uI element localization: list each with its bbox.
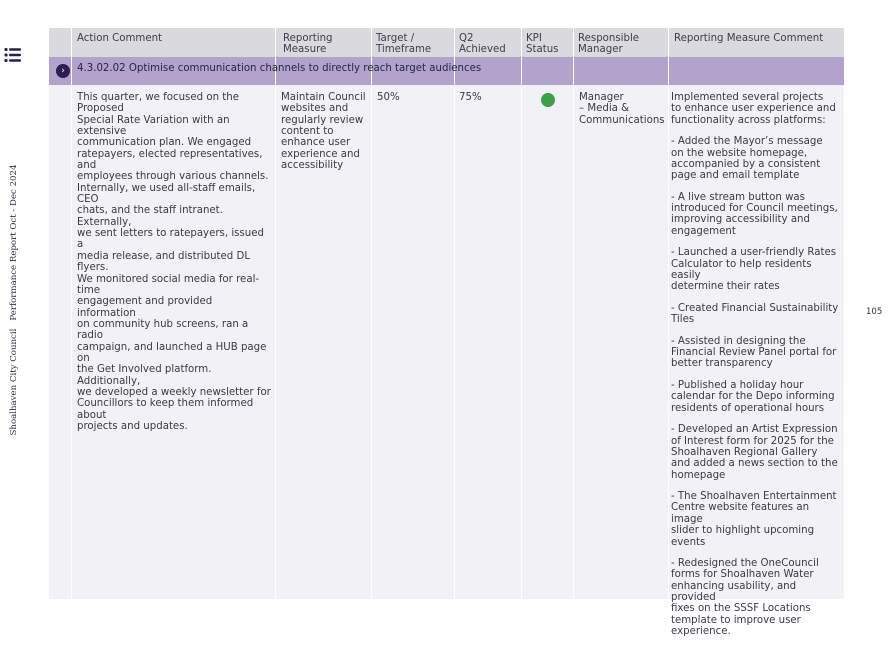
action-comment-cell [77, 92, 273, 432]
document-side-title [9, 165, 19, 436]
measure-comment-line: introduced for Council meetings, [671, 203, 838, 215]
measure-comment-line: - Redesigned the OneCouncil [671, 558, 819, 570]
header-kpi-status: KPI Status [526, 33, 559, 56]
column-divider [275, 28, 276, 599]
measure-comment-line: enhancing usability, and provided [671, 580, 797, 604]
measure-comment-line: Implemented several projects [671, 92, 824, 103]
menu-icon[interactable] [4, 46, 22, 64]
measure-comment-line: experience. [671, 626, 731, 638]
measure-comment-line: - Published a holiday hour [671, 380, 804, 391]
header-responsible-manager: Responsible Manager [578, 33, 640, 56]
action-comment-line: Special Rate Variation with an extensive [77, 114, 230, 138]
measure-comment-line: forms for Shoalhaven Water [671, 569, 814, 581]
measure-comment-line: engagement [671, 225, 736, 237]
measure-comment-line: template to improve user [671, 614, 801, 626]
action-comment-line: we developed a weekly newsletter for [77, 386, 271, 398]
table-header [49, 28, 844, 57]
measure-comment-paragraph [671, 136, 843, 181]
page-number: 105 [866, 307, 883, 317]
measure-comment-line: page and email template [671, 170, 800, 182]
measure-comment-line: improving accessibility and [671, 214, 810, 226]
reporting-measure-line: enhance user [281, 137, 351, 149]
action-comment-line: projects and updates. [77, 420, 188, 432]
reporting-measure-line: Maintain Council [281, 92, 366, 103]
measure-comment-paragraph [671, 247, 843, 292]
measure-comment-line: Shoalhaven Regional Gallery [671, 446, 818, 458]
action-comment-line: media release, and distributed DL flyers. [77, 250, 251, 274]
measure-comment-line: better transparency [671, 358, 773, 370]
manager-line: – Media & [579, 103, 630, 115]
manager-line: Manager [579, 92, 624, 103]
responsible-manager-cell [579, 92, 667, 126]
measure-comment-line: on the website homepage, [671, 147, 808, 159]
action-comment-line: chats, and the staff intranet. Externally, [77, 205, 223, 228]
action-comment-line: the Get Involved platform. Additionally, [77, 364, 212, 387]
measure-comment-paragraph [671, 92, 843, 126]
header-target-timeframe: Target / Timeframe [376, 33, 432, 56]
header-reporting-measure: Reporting Measure [283, 33, 333, 56]
reporting-measure-line: accessibility [281, 160, 344, 172]
measure-comment-paragraph [671, 192, 843, 237]
header-measure-comment: Reporting Measure Comment [674, 33, 824, 44]
measure-comment-line: - Added the Mayor’s message [671, 136, 823, 148]
column-divider [521, 28, 522, 599]
organization-name: Shoalhaven City Council [9, 328, 19, 436]
column-divider [454, 28, 455, 599]
measure-comment-paragraph [671, 558, 843, 637]
action-comment-line: This quarter, we focused on the Proposed [77, 92, 239, 115]
measure-comment-line: homepage [671, 469, 726, 481]
measure-comment-line: - Developed an Artist Expression [671, 424, 838, 436]
measure-comment-line: residents of operational hours [671, 402, 825, 414]
header-action-comment: Action Comment [77, 33, 163, 44]
column-divider [71, 28, 72, 599]
measure-comment-line: determine their rates [671, 281, 780, 293]
reporting-measure-line: content to [281, 126, 334, 138]
measure-comment-line: - Launched a user-friendly Rates [671, 247, 837, 259]
reporting-measure-line: regularly review [281, 114, 364, 126]
measure-comment-line: - A live stream button was [671, 191, 805, 203]
action-comment-line: communication plan. We engaged [77, 137, 252, 149]
measure-comment-line: - Created Financial Sustainability [671, 302, 839, 314]
measure-comment-line: Financial Review Panel portal for [671, 347, 837, 359]
reporting-measure-line: websites and [281, 103, 349, 115]
action-comment-line: ratepayers, elected representatives, and [77, 148, 263, 172]
measure-comment-line: accompanied by a consistent [671, 158, 821, 170]
report-period: Performance Report Oct - Dec 2024 [9, 164, 19, 321]
target-cell: 50% [377, 92, 400, 103]
performance-table [49, 28, 844, 638]
column-divider [668, 28, 669, 599]
column-divider [573, 28, 574, 599]
measure-comment-paragraph [671, 336, 843, 370]
measure-comment-line: to enhance user experience and [671, 103, 836, 115]
action-comment-line: we sent letters to ratepayers, issued a [77, 228, 264, 251]
header-q2-achieved: Q2 Achieved [459, 33, 506, 56]
manager-line: Communications [579, 114, 665, 126]
measure-comment-paragraph [671, 491, 843, 548]
measure-comment-line: of Interest form for 2025 for the [671, 435, 834, 447]
action-comment-line: Internally, we used all-staff emails, CEO [77, 182, 256, 206]
action-comment-line: We monitored social media for real-time [77, 273, 260, 296]
measure-comment-paragraph [671, 424, 843, 481]
column-divider [371, 28, 372, 599]
achieved-cell: 75% [459, 92, 482, 103]
measure-comment-line: Tiles [671, 314, 695, 326]
measure-comment-line: - Assisted in designing the [671, 335, 806, 347]
reporting-measure-comment-cell [671, 92, 843, 648]
measure-comment-line: Centre website features an image [671, 502, 810, 525]
action-comment-line: Councillors to keep them informed about [77, 398, 254, 421]
reporting-measure-line: experience and [281, 148, 360, 160]
measure-comment-line: slider to highlight upcoming events [671, 525, 815, 548]
kpi-status-indicator [541, 93, 555, 107]
measure-comment-paragraph [671, 380, 843, 414]
measure-comment-paragraph [671, 303, 843, 326]
action-comment-line: campaign, and launched a HUB page on [77, 341, 267, 364]
measure-comment-line: Calculator to help residents easily [671, 258, 812, 282]
action-comment-line: engagement and provided information [77, 296, 213, 319]
action-comment-line: employees through various channels. [77, 171, 269, 183]
measure-comment-line: - The Shoalhaven Entertainment [671, 491, 837, 503]
action-group-title: 4.3.02.02 Optimise communication channels to directly reach target audiences [77, 63, 482, 74]
action-comment-line: on community hub screens, ran a radio [77, 318, 249, 342]
measure-comment-line: fixes on the SSSF Locations [671, 603, 811, 615]
expand-chevron-icon[interactable]: › [56, 64, 70, 78]
measure-comment-line: calendar for the Depo informing [671, 391, 835, 403]
measure-comment-line: and added a news section to the [671, 458, 838, 470]
measure-comment-line: functionality across platforms: [671, 114, 826, 126]
reporting-measure-cell [281, 92, 369, 171]
